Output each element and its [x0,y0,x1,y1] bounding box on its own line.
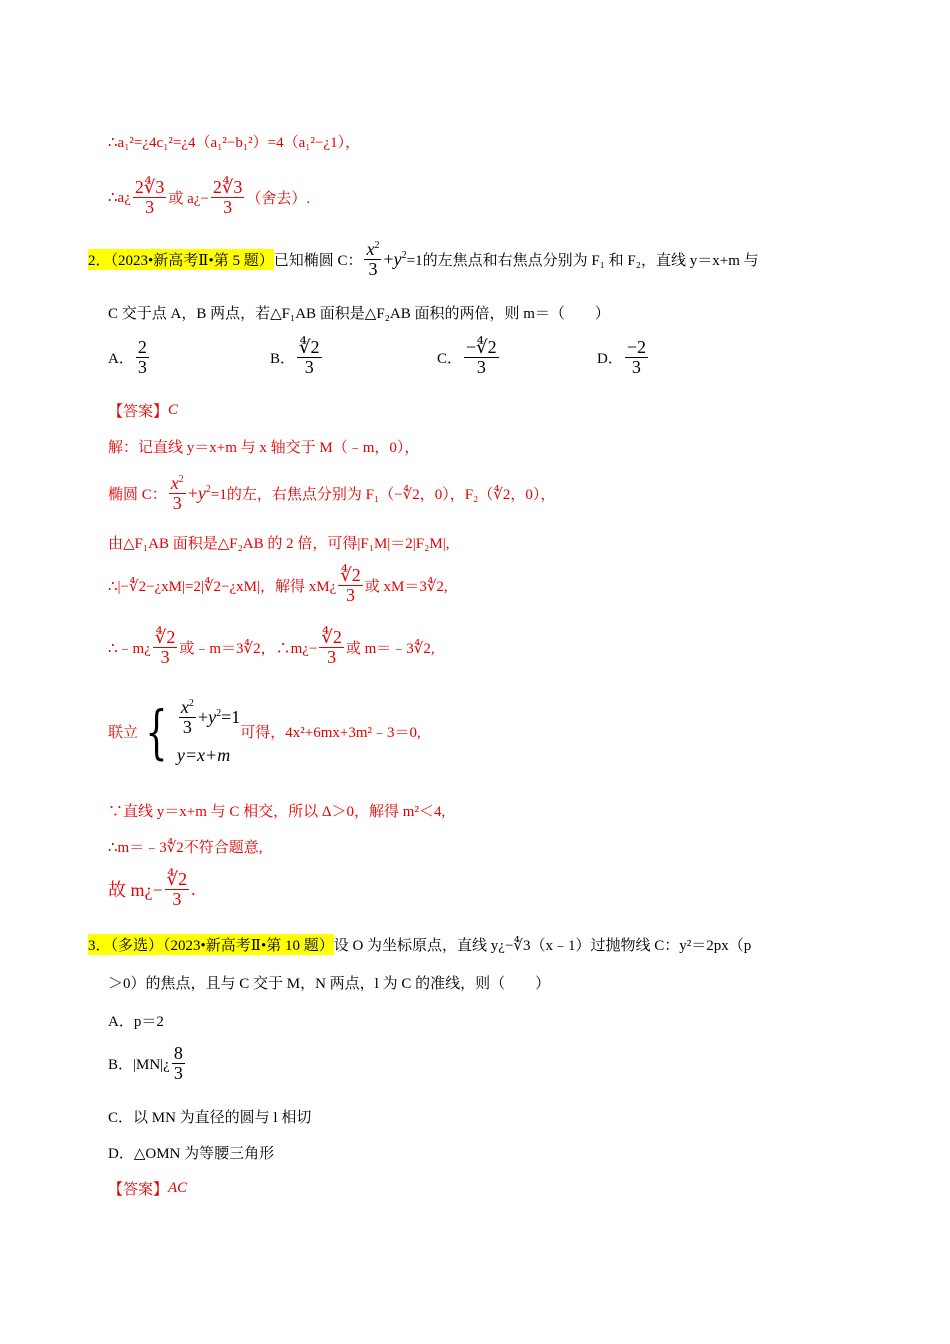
solution-text: ∴m＝﹣3∜2不符合题意, [108,840,263,856]
fraction [133,178,166,217]
fraction-numerator: 2 [137,337,147,357]
q2-answer [108,400,178,421]
solution-text: 椭圆 C： [108,486,167,503]
fraction [211,178,244,217]
system-eq-1 [177,698,240,737]
fraction [319,628,343,667]
q2-stem-b: =1的左焦点和右焦点分别为 F₁ 和 F₂，直线 y＝x+m 与 [406,252,759,269]
q2-stem-a: 已知椭圆 C： [273,252,363,269]
answer-label: 【答案】 [108,404,169,420]
fraction [297,338,321,377]
prev-line-2-prefix: ∴a¿ [108,189,131,206]
plus-y2: $+y^2$ [187,482,211,503]
fraction-denominator: 3 [476,356,486,377]
q2-tag: 2．（2023•新高考Ⅱ•第 5 题） [88,249,274,270]
q3-option-d[interactable] [108,1142,274,1163]
option-label: D． [597,350,623,367]
fraction-numerator: ∜2 [299,337,320,357]
fraction-numerator: $x^2$ [170,473,184,493]
q3-option-b[interactable] [108,1044,187,1083]
fraction-denominator: 3 [345,584,355,605]
q3-option-a[interactable] [108,1010,164,1031]
option-label: B． [270,350,296,367]
fraction-numerator: 2∜3 [134,177,165,197]
q3-option-c[interactable] [108,1106,311,1127]
equation-system [177,698,240,766]
fraction-numerator: ∜2 [340,565,361,585]
q2-option-a[interactable] [108,338,151,377]
system-eq-1-tail: =1 [221,706,241,727]
fraction [625,338,648,377]
solution-text: ∴﹣m¿ [108,640,151,657]
prev-line-2 [108,178,310,217]
fraction-numerator: ∜2 [154,627,176,647]
fraction-denominator: 3 [137,356,147,377]
q2-solution-3 [108,532,449,553]
fraction-numerator: $x^2$ [180,697,194,717]
fraction-denominator: 3 [304,356,314,377]
q2-stem-line-2 [108,302,610,323]
q2-solution-4 [108,566,448,605]
fraction-denominator: 3 [173,1062,183,1083]
system-eq-2: y=x+m [176,744,231,765]
fraction-numerator: −∜2 [466,337,497,357]
option-text: B．|MN|¿ [108,1056,170,1073]
q2-solution-7 [108,800,445,821]
q2-solution-1 [108,436,419,457]
option-text: A．p＝2 [108,1014,164,1030]
answer-value: AC [168,1180,188,1196]
plus-y2: $+y^2$ [197,706,222,727]
solution-text: ∵直线 y＝x+m 与 C 相交，所以 Δ＞0，解得 m²＜4, [108,804,446,820]
fraction-x2-over-3 [169,474,186,513]
fraction-denominator: 3 [160,646,170,667]
q3-stem-line-2-text: ＞0）的焦点，且与 C 交于 M，N 两点，l 为 C 的准线，则（ ） [108,976,551,992]
fraction-x2-over-3 [364,240,381,279]
solution-text: 或﹣m＝3∜2，∴m¿− [179,640,318,657]
answer-value: C [168,402,179,418]
q3-stem-a: 设 O 为坐标原点，直线 y¿−∜3（x﹣1）过抛物线 C：y²＝2px（p [333,938,752,954]
fraction-denominator: 3 [327,646,337,667]
q2-option-b[interactable] [270,338,324,377]
fraction-numerator: ∜2 [166,869,188,889]
q2-stem [88,240,759,279]
option-text: C．以 MN 为直径的圆与 l 相切 [108,1110,312,1126]
option-label: C． [437,350,463,367]
fraction-numerator: 2∜3 [212,177,243,197]
fraction [153,628,177,667]
fraction-numerator: −2 [626,337,646,357]
solution-text: 由△F₁AB 面积是△F₂AB 的 2 倍，可得|F₁M|＝2|F₂M|, [108,536,450,552]
fraction-denominator: 3 [631,356,641,377]
prev-line-2-tail: （舍去）. [246,190,311,207]
option-label: A． [108,350,134,367]
fraction-numerator: $x^2$ [366,239,380,259]
solution-text: 联立 [108,725,139,742]
q2-solution-6 [108,698,421,766]
system-brace: { [145,697,168,766]
q3-stem [88,934,751,955]
solution-text: 故 m¿− [108,880,163,901]
prev-line-2-mid: 或 a¿− [168,190,209,207]
solution-text: ∴|−∜2−¿xM|=2|∜2−¿xM|，解得 xM¿ [108,578,337,595]
fraction-denominator: 3 [182,716,192,737]
solution-text: 或 xM＝3∜2, [364,578,448,595]
fraction-denominator: 3 [145,196,155,217]
fraction-numerator: ∜2 [321,627,342,647]
q2-option-c[interactable] [437,338,501,377]
solution-text: 可得，4x²+6mx+3m²﹣3＝0, [240,725,421,742]
prev-line-1 [108,131,360,152]
q2-solution-8 [108,836,263,857]
q2-option-d[interactable] [597,338,650,377]
q3-tag: 3．（多选）（2023•新高考Ⅱ•第 10 题） [88,934,334,955]
q2-solution-2 [108,474,555,513]
solution-text: . [191,878,196,899]
option-text: D．△OMN 为等腰三角形 [108,1146,275,1162]
fraction [338,566,362,605]
q3-stem-line-2 [108,972,550,993]
q2-solution-5 [108,628,435,667]
fraction-x2-over-3 [179,698,196,737]
fraction-denominator: 3 [172,888,182,909]
fraction-denominator: 3 [172,492,182,513]
fraction [172,1044,185,1083]
answer-label: 【答案】 [108,1182,169,1198]
fraction [464,338,499,377]
fraction-denominator: 3 [223,196,233,217]
q2-stem-line-2-text: C 交于点 A，B 两点，若△F₁AB 面积是△F₂AB 面积的两倍，则 m＝（ ） [108,306,610,322]
solution-text: =1的左，右焦点分别为 F₁（−∜2，0），F₂（∜2，0）， [210,486,556,503]
fraction-numerator: 8 [173,1043,183,1063]
q3-answer [108,1178,187,1199]
fraction [136,338,149,377]
solution-text: 解：记直线 y＝x+m 与 x 轴交于 M（﹣m，0）， [108,440,420,456]
plus-y2: $+y^2$ [383,248,407,269]
prev-line-1-text: ∴a₁²=¿4c₁²=¿4（a₁²−b₁²）=4（a₁²−¿1）， [108,135,361,151]
fraction [165,870,189,909]
q2-solution-9 [108,870,196,909]
solution-text: 或 m＝﹣3∜2, [345,640,435,657]
fraction-denominator: 3 [368,258,378,279]
